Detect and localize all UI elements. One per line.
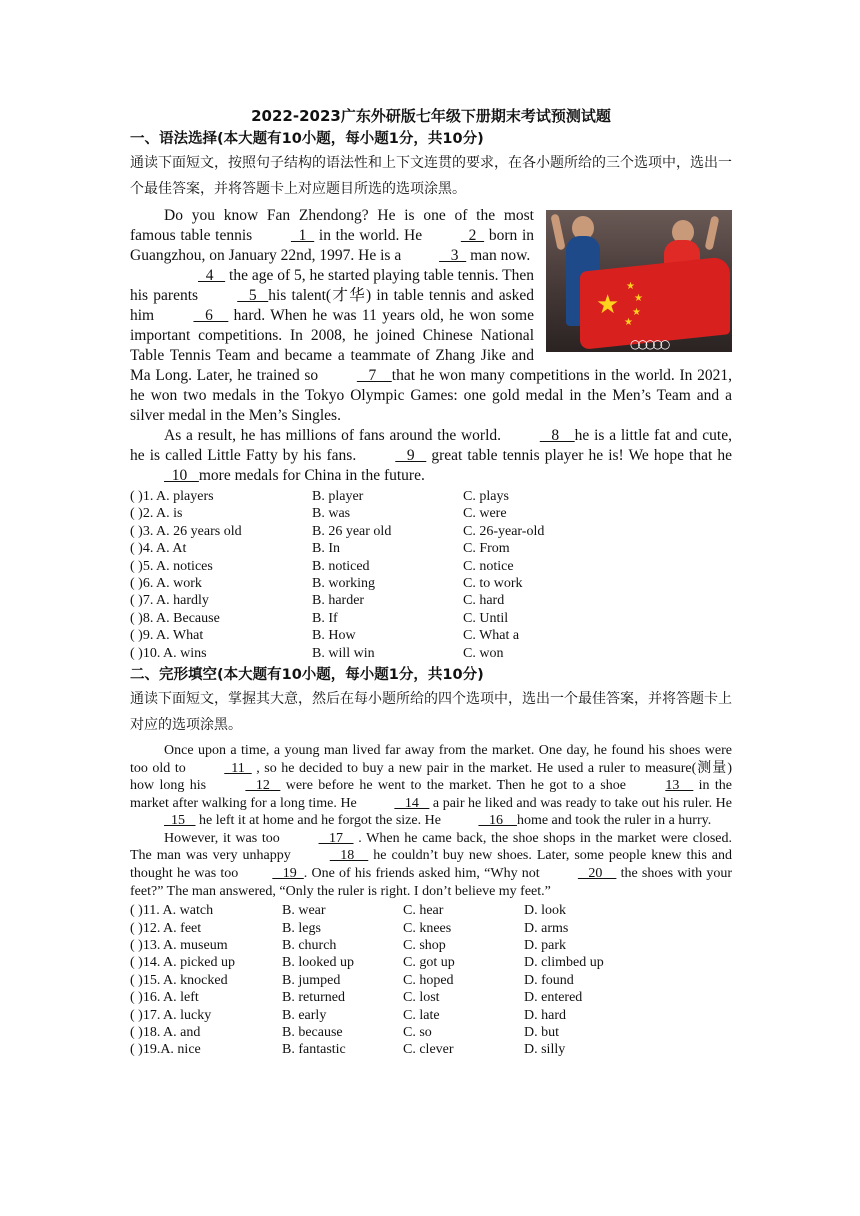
blank-19: 19 — [272, 866, 304, 882]
section2-passage: Once upon a time, a young man lived far away from the market. One day, he found his shoes were too old to 11 , so he decided to buy a new pair in the market. He used a ruler to measure(测量) how long his 12 were before he went to the market. Then he got to a shoe 13 in the market after walking for a long time. He 14 a pair he liked and was ready to take out his ruler. He 15 he left it at home and he forgot the size. He 16 home and took the ruler in a hurry. However, it was too 17 . When he came back, the shoe shops in the market were closed. The man was very unhappy 18 he couldn’t buy new shoes. Later, some people knew this and thought he was too 19 . One of his friends asked him, “Why not 20 the shoes with your feet?” The man answered, “Only the ruler is right. I don’t believe my feet.” — [130, 742, 733, 899]
blank-20: 20 — [577, 866, 617, 882]
question-row: ( )1. A. players B. player C. plays — [130, 489, 509, 504]
blank-15: 15 — [164, 813, 196, 829]
question-row: ( )19.A. nice B. fantastic C. clever D. silly — [130, 1042, 566, 1058]
blank-2: 2 — [460, 227, 485, 244]
blank-14: 14 — [394, 795, 430, 811]
section1-instruction: 通读下面短文，按照句子结构的语法性和上下文连贯的要求，在各小题所给的三个选项中，选出一个最佳答案，并将答题卡上对应题目所选的选项涂黑。 — [130, 155, 732, 197]
flag-star-icon: ★ — [624, 317, 633, 328]
question-row: ( )7. A. hardly B. harder C. hard — [130, 593, 505, 609]
blank-18: 18 — [329, 848, 369, 864]
flag-star-icon: ★ — [634, 293, 643, 304]
blank-1: 1 — [290, 227, 315, 244]
blank-16: 16 — [478, 813, 517, 829]
flag-star-icon: ★ — [626, 281, 635, 292]
table-tennis-players-photo — [546, 210, 732, 352]
blank-6: 6 — [193, 307, 229, 324]
question-row: ( )12. A. feet B. legs C. knees D. arms — [130, 920, 569, 936]
question-row: ( )13. A. museum B. church C. shop D. park — [130, 938, 566, 954]
question-row: ( )8. A. Because B. If C. Until — [130, 610, 509, 626]
blank-12: 12 — [245, 778, 281, 794]
exam-page — [130, 104, 732, 1059]
question-row: ( )6. A. work B. working C. to work — [130, 575, 523, 591]
question-row: ( )17. A. lucky B. early C. late D. hard — [130, 1007, 566, 1023]
question-row: ( )14. A. picked up B. looked up C. got up D. climbed up — [130, 955, 604, 971]
flag-star-icon: ★ — [596, 290, 620, 320]
raised-arm-left — [550, 214, 565, 251]
raised-arm-right — [705, 216, 720, 251]
blank-11: 11 — [224, 760, 252, 776]
section1-passage: ★ ★ ★ ★ ★ ○○○○○ Do you know Fan Zhendong? He is one of the most famous table tennis 1 in the world. He 2 born in Guangzhou, on January 22nd, 1997. He is a 3 man now. 4 the age of 5, he started playing table tennis. Then his parents 5 his talent(才华) in table tennis and asked him 6 hard. When he was 11 years old, he won some important competitions. In 2008, he joined Chinese National Table Tennis Team and became a teammate of Zhang Jike and Ma Long. Later, he trained so 7 that he won many competitions in the world. In 2021, he won two medals in the Tokyo Olympic Games: one gold medal in the Men’s Team and a silver medal in the Men’s Singles. As a result, he has millions of fans around the world. 8 he is a little fat and cute, he is called Little Fatty by his fans. 9 great table tennis player he is! We hope that he 10 more medals for China in the future. — [130, 207, 733, 484]
blank-13: 13 — [665, 778, 694, 794]
section1-heading: 一、语法选择(本大题有10小题，每小题1分，共10分) — [130, 131, 484, 147]
blank-10: 10 — [164, 467, 199, 484]
question-row: ( )2. A. is B. was C. were — [130, 506, 507, 522]
flag-star-icon: ★ — [632, 307, 641, 318]
question-row: ( )10. A. wins B. will win C. won — [130, 645, 504, 661]
section2-options — [130, 902, 732, 1059]
olympic-rings-icon: ○○○○○ — [630, 337, 668, 351]
section2-instruction: 通读下面短文，掌握其大意，然后在每小题所给的四个选项中，选出一个最佳答案，并将答题卡上对应的选项涂黑。 — [130, 690, 732, 733]
section2-heading: 二、完形填空(本大题有10小题，每小题1分，共10分) — [130, 666, 484, 683]
blank-7: 7 — [356, 367, 392, 384]
question-row: ( )9. A. What B. How C. What a — [130, 628, 520, 644]
question-row: ( )5. A. notices B. noticed C. notice — [130, 558, 514, 574]
question-row: ( )4. A. At B. In C. From — [130, 541, 510, 557]
question-row: ( )3. A. 26 years old B. 26 year old C. 26-year-old — [130, 523, 545, 539]
question-row: ( )18. A. and B. because C. so D. but — [130, 1024, 559, 1040]
blank-5: 5 — [237, 287, 269, 304]
blank-8: 8 — [539, 427, 575, 444]
section1-options — [130, 488, 732, 662]
question-row: ( )16. A. left B. returned C. lost D. entered — [130, 990, 583, 1006]
blank-17: 17 — [318, 830, 354, 846]
blank-9: 9 — [395, 447, 427, 464]
blank-4: 4 — [198, 267, 226, 284]
page-title: 2022-2023广东外研版七年级下册期末考试预测试题 — [251, 107, 611, 125]
question-row: ( )11. A. watch B. wear C. hear D. look — [130, 903, 566, 919]
blank-3: 3 — [439, 247, 467, 264]
question-row: ( )15. A. knocked B. jumped C. hoped D. found — [130, 972, 574, 988]
